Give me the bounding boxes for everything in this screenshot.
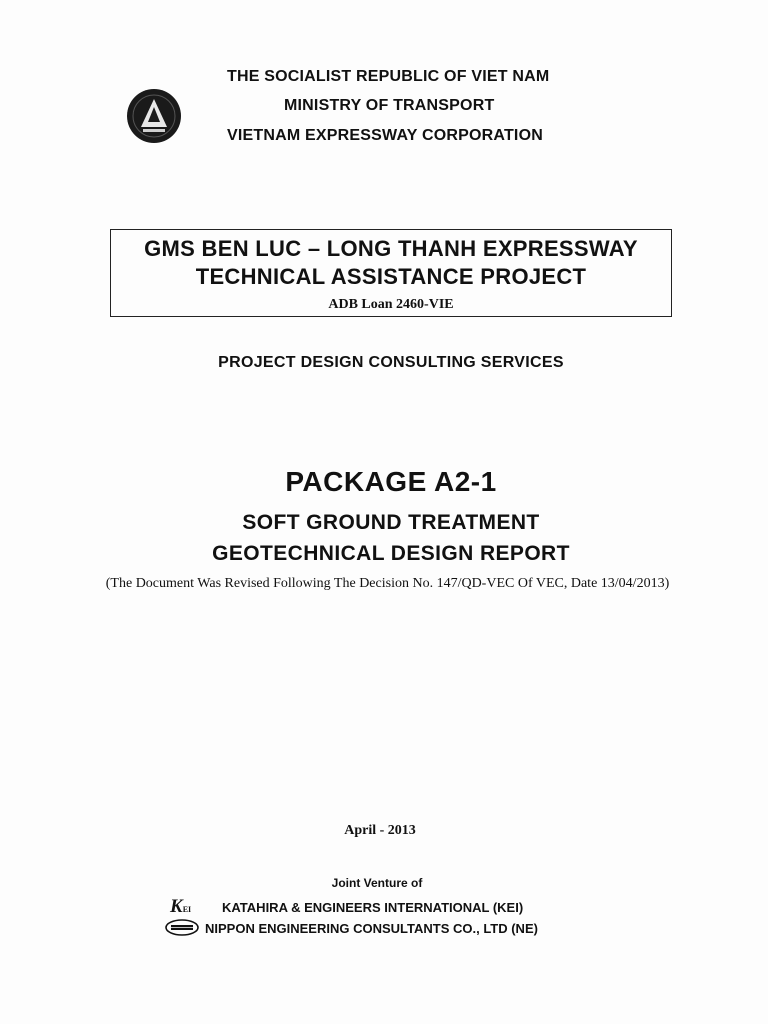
services-heading: PROJECT DESIGN CONSULTING SERVICES — [218, 354, 564, 371]
firm-kei: KATAHIRA & ENGINEERS INTERNATIONAL (KEI) — [222, 900, 524, 915]
report-date: April - 2013 — [344, 823, 416, 838]
firm-ne: NIPPON ENGINEERING CONSULTANTS CO., LTD (NE) — [205, 921, 538, 936]
package-title: PACKAGE A2-1 — [285, 466, 497, 497]
vec-emblem-icon — [127, 89, 181, 143]
joint-venture-label: Joint Venture of — [331, 876, 423, 890]
report-title-line2: GEOTECHNICAL DESIGN REPORT — [212, 542, 570, 565]
ne-logo-icon — [165, 919, 199, 936]
loan-number: ADB Loan 2460-VIE — [328, 297, 454, 312]
corporation-line: VIETNAM EXPRESSWAY CORPORATION — [227, 127, 543, 144]
kei-logo-letter: K — [170, 896, 183, 917]
ministry-line: MINISTRY OF TRANSPORT — [284, 97, 495, 114]
report-title-line1: SOFT GROUND TREATMENT — [242, 511, 540, 534]
country-line: THE SOCIALIST REPUBLIC OF VIET NAM — [227, 68, 550, 85]
project-title-line2: TECHNICAL ASSISTANCE PROJECT — [195, 264, 587, 289]
kei-logo — [170, 896, 191, 918]
kei-logo-suffix: EI — [182, 905, 192, 914]
revision-note: (The Document Was Revised Following The Decision No. 147/QD-VEC Of VEC, Date 13/04/2013) — [105, 576, 670, 591]
project-title-line1: GMS BEN LUC – LONG THANH EXPRESSWAY — [144, 236, 638, 261]
